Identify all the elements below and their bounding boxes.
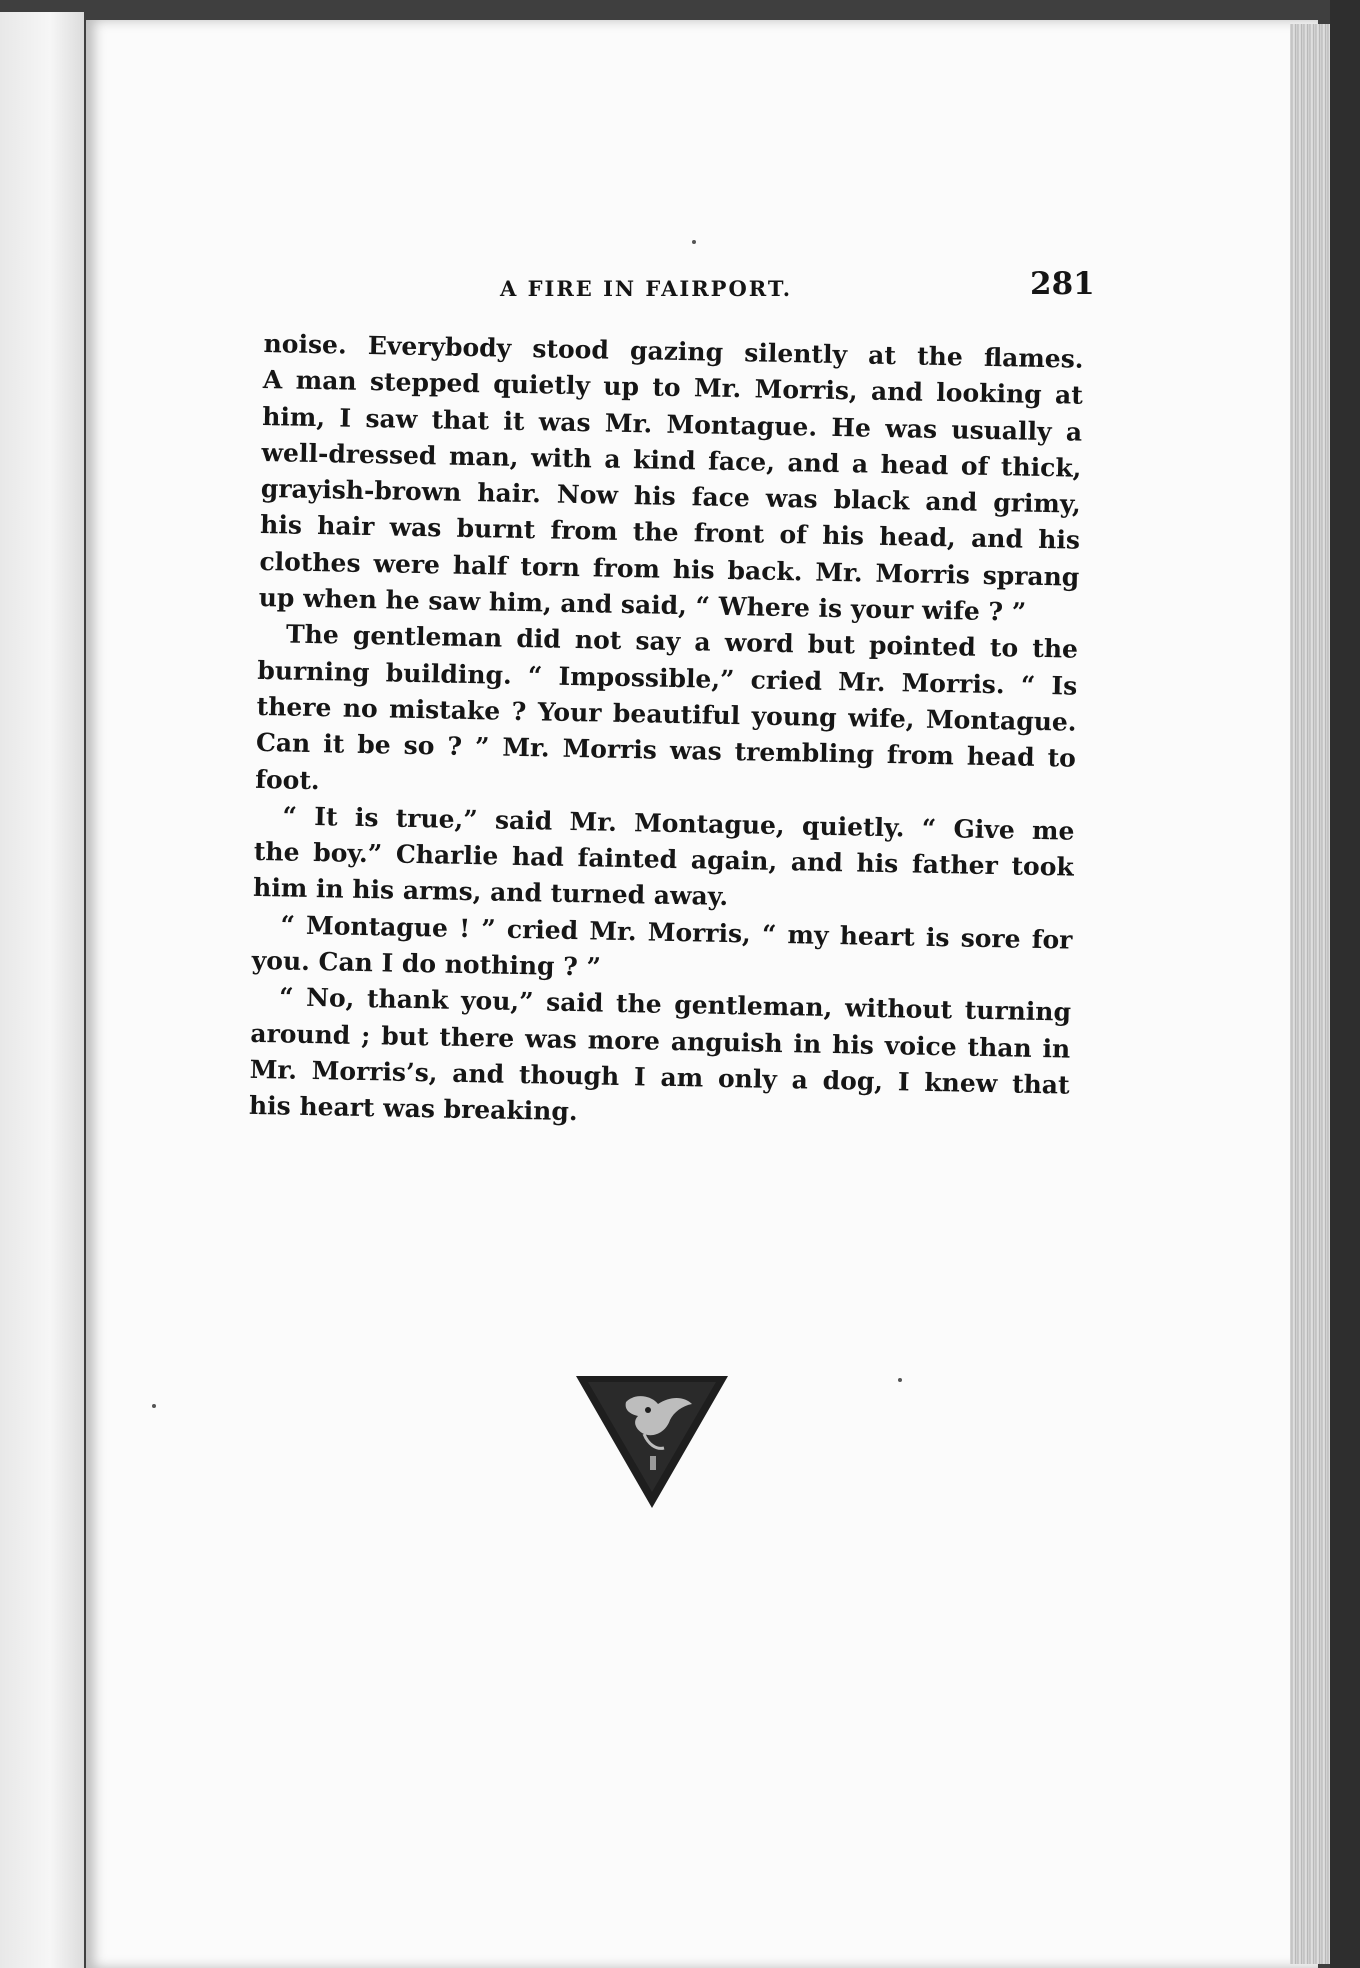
text-line: burning building. “ Impossible,” cried Mr. Morris. “ Is	[257, 655, 1078, 701]
text-line: clothes were half torn from his back. Mr. Morris sprang	[259, 546, 1080, 592]
previous-page-edge	[0, 12, 84, 1968]
text-line: you. Can I do nothing ? ”	[251, 945, 602, 982]
text-line: the boy.” Charlie had fainted again, and his father took	[253, 837, 1075, 882]
text-line: his hair was burnt from the front of his head, and his	[259, 510, 1081, 556]
text-line: “ No, thank you,” said the gentleman, without turning	[278, 982, 1072, 1027]
page-header	[490, 262, 1095, 312]
page-edges	[1290, 24, 1330, 1964]
text-line: Mr. Morris’s, and though I am only a dog, I knew that	[249, 1054, 1070, 1100]
text-line: “ Montague ! ” cried Mr. Morris, “ my heart is sore for	[280, 910, 1073, 955]
text-line: “ It is true,” said Mr. Montague, quietly. “ Give me	[282, 801, 1075, 846]
text-line: up when he saw him, and said, “ Where is your wife ? ”	[258, 583, 1027, 627]
text-line: there no mistake ? Your beautiful young wife, Montague.	[256, 691, 1077, 737]
text-line: Can it be so ? ” Mr. Morris was trembling from head to	[255, 728, 1077, 773]
scan-speck	[152, 1404, 156, 1408]
scan-border	[1330, 0, 1360, 1968]
page-number: 281	[1030, 266, 1095, 302]
text-line: noise. Everybody stood gazing silently at the flames.	[263, 328, 1084, 374]
text-line: The gentleman did not say a word but pointed to the	[285, 619, 1079, 665]
text-line: his heart was breaking.	[248, 1091, 578, 1127]
running-head: A FIRE IN FAIRPORT.	[500, 276, 793, 301]
text-line: grayish-brown hair. Now his face was black and grimy,	[260, 474, 1082, 519]
text-line: him in his arms, and turned away.	[252, 873, 729, 912]
text-line: around ; but there was more anguish in his voice than in	[250, 1018, 1071, 1064]
text-line: well-dressed man, with a kind face, and a head of thick,	[261, 437, 1082, 483]
body-text	[249, 326, 1084, 1140]
text-line: foot.	[255, 764, 320, 795]
text-line: him, I saw that it was Mr. Montague. He was usually a	[261, 401, 1083, 447]
triangle-bird-ornament-icon	[574, 1374, 730, 1510]
text-line: A man stepped quietly up to Mr. Morris, and looking at	[262, 365, 1084, 411]
scan-speck	[898, 1378, 902, 1382]
scan-speck	[692, 240, 696, 244]
